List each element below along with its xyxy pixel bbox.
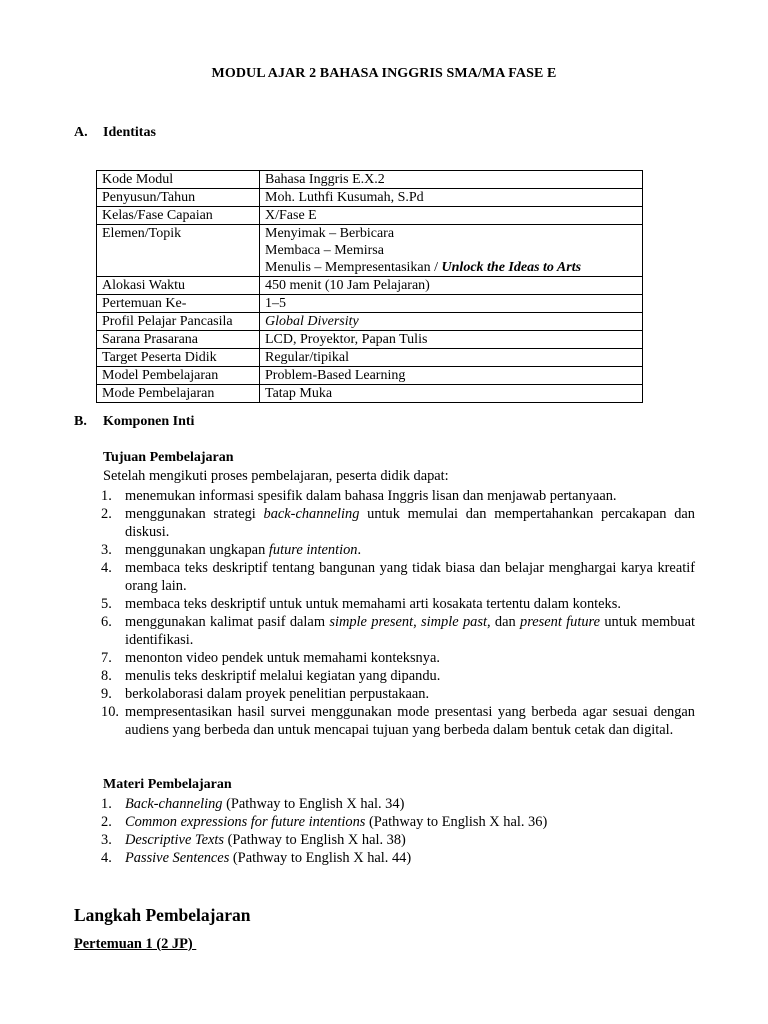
materi-heading: Materi Pembelajaran [103,777,232,792]
identity-value: Bahasa Inggris E.X.2 [260,171,643,189]
list-item [74,649,695,667]
list-item [74,559,695,595]
identity-row [97,385,643,403]
identity-value: 450 menit (10 Jam Pelajaran) [260,277,643,295]
tujuan-heading: Tujuan Pembelajaran [103,450,234,465]
list-item [74,703,695,739]
list-item-text: . [357,542,362,558]
identity-key: Model Pembelajaran [97,367,260,385]
list-item [74,595,695,613]
list-item [74,685,695,703]
list-item-number: 4. [101,560,112,576]
identity-key: Target Peserta Didik [97,349,260,367]
list-item [74,813,695,831]
identity-value: X/Fase E [260,207,643,225]
pertemuan-heading: Pertemuan 1 (2 JP) [74,936,197,952]
list-item-text: menulis teks deskriptif melalui kegiatan yang dipandu. [125,668,441,684]
list-item-text: menonton video pendek untuk memahami konteksnya. [125,650,440,666]
list-item [74,849,695,867]
list-item-number: 6. [101,614,112,630]
identity-row [97,313,643,331]
identity-row [97,207,643,225]
section-a-title: Identitas [103,125,156,140]
identity-row [97,225,643,277]
identity-row [97,189,643,207]
identity-value: Problem-Based Learning [260,367,643,385]
identity-value: 1–5 [260,295,643,313]
list-item-text: menggunakan ungkapan [125,542,269,558]
list-item-text: (Pathway to English X hal. 44) [229,850,412,866]
italic-term: Passive Sentences [125,850,230,866]
identity-key: Mode Pembelajaran [97,385,260,403]
italic-term: back-channeling [263,506,360,522]
list-item-number: 5. [101,596,112,612]
italic-term: simple present [329,614,414,630]
tujuan-intro: Setelah mengikuti proses pembelajaran, peserta didik dapat: [103,468,449,484]
list-item-text: , [413,614,422,630]
section-b-letter: B. [74,414,87,429]
identity-key: Pertemuan Ke- [97,295,260,313]
italic-term: simple past [421,614,487,630]
list-item [74,505,695,541]
identity-row [97,295,643,313]
list-item [74,795,695,813]
list-item-text: mempresentasikan hasil survei menggunakan mode presentasi yang berbeda agar sesuai dengan audiens yang berbeda dan untuk mencapai tujuan yang berbeda dalam bentuk cetak dan digital. [125,704,695,738]
list-item-text: untuk membuat identifikasi. [125,614,696,648]
list-item-number: 1. [101,488,112,504]
list-item-text: berkolaborasi dalam proyek penelitian perpustakaan. [125,686,430,702]
identity-topic: Unlock the Ideas to Arts [441,260,582,275]
identity-value: Global Diversity [260,313,643,331]
section-b-heading [74,414,194,430]
section-a-heading [74,125,156,141]
identity-value [260,225,643,277]
list-item-text: membaca teks deskriptif tentang bangunan yang tidak biasa dan belajar menghargai karya kreatif orang lain. [125,560,695,594]
identity-key: Alokasi Waktu [97,277,260,295]
list-item-text: membaca teks deskriptif untuk untuk memahami arti kosakata tertentu dalam konteks. [125,596,621,612]
identity-value: Moh. Luthfi Kusumah, S.Pd [260,189,643,207]
identity-key: Kode Modul [97,171,260,189]
identity-value: Tatap Muka [260,385,643,403]
materi-list [74,795,695,867]
list-item-number: 10. [101,704,119,720]
list-item-number: 4. [101,850,112,866]
list-item-number: 3. [101,832,112,848]
identity-value-line: Menyimak – Berbicara [265,226,395,241]
tujuan-list [74,487,695,739]
list-item-number: 3. [101,542,112,558]
list-item-number: 8. [101,668,112,684]
list-item-number: 2. [101,814,112,830]
identity-key: Penyusun/Tahun [97,189,260,207]
identity-row [97,171,643,189]
list-item-number: 1. [101,796,112,812]
list-item-number: 2. [101,506,112,522]
list-item-text: untuk memulai dan mempertahankan percakapan dan diskusi. [125,506,695,540]
list-item-text: (Pathway to English X hal. 36) [365,814,548,830]
list-item-text: (Pathway to English X hal. 34) [222,796,405,812]
italic-term: Descriptive Texts [125,832,224,848]
italic-term: future intention [268,542,358,558]
list-item-number: 9. [101,686,112,702]
identity-value: Regular/tipikal [260,349,643,367]
italic-term: Common expressions for future intentions [125,814,366,830]
identity-row [97,367,643,385]
identity-key: Elemen/Topik [97,225,260,277]
langkah-heading: Langkah Pembelajaran [74,905,251,925]
identity-value-line: Menulis – Mempresentasikan / [265,260,442,275]
identity-table [96,170,643,403]
section-a-letter: A. [74,125,88,140]
list-item-text: menemukan informasi spesifik dalam bahasa Inggris lisan dan menjawab pertanyaan. [125,488,617,504]
identity-key: Profil Pelajar Pancasila [97,313,260,331]
identity-row [97,349,643,367]
identity-value: LCD, Proyektor, Papan Tulis [260,331,643,349]
list-item-number: 7. [101,650,112,666]
identity-key: Sarana Prasarana [97,331,260,349]
list-item-text: menggunakan kalimat pasif dalam [125,614,330,630]
list-item [74,667,695,685]
identity-row [97,331,643,349]
list-item [74,613,695,649]
document-title: MODUL AJAR 2 BAHASA INGGRIS SMA/MA FASE E [211,66,557,81]
list-item [74,487,695,505]
list-item-text: menggunakan strategi [125,506,264,522]
italic-term: Back-channeling [125,796,223,812]
section-b-title: Komponen Inti [103,414,195,429]
list-item-text: , dan [486,614,520,630]
italic-term: present future [520,614,601,630]
identity-row [97,277,643,295]
list-item-text: (Pathway to English X hal. 38) [223,832,406,848]
identity-value-line: Membaca – Memirsa [265,243,384,258]
list-item [74,831,695,849]
list-item [74,541,695,559]
identity-key: Kelas/Fase Capaian [97,207,260,225]
